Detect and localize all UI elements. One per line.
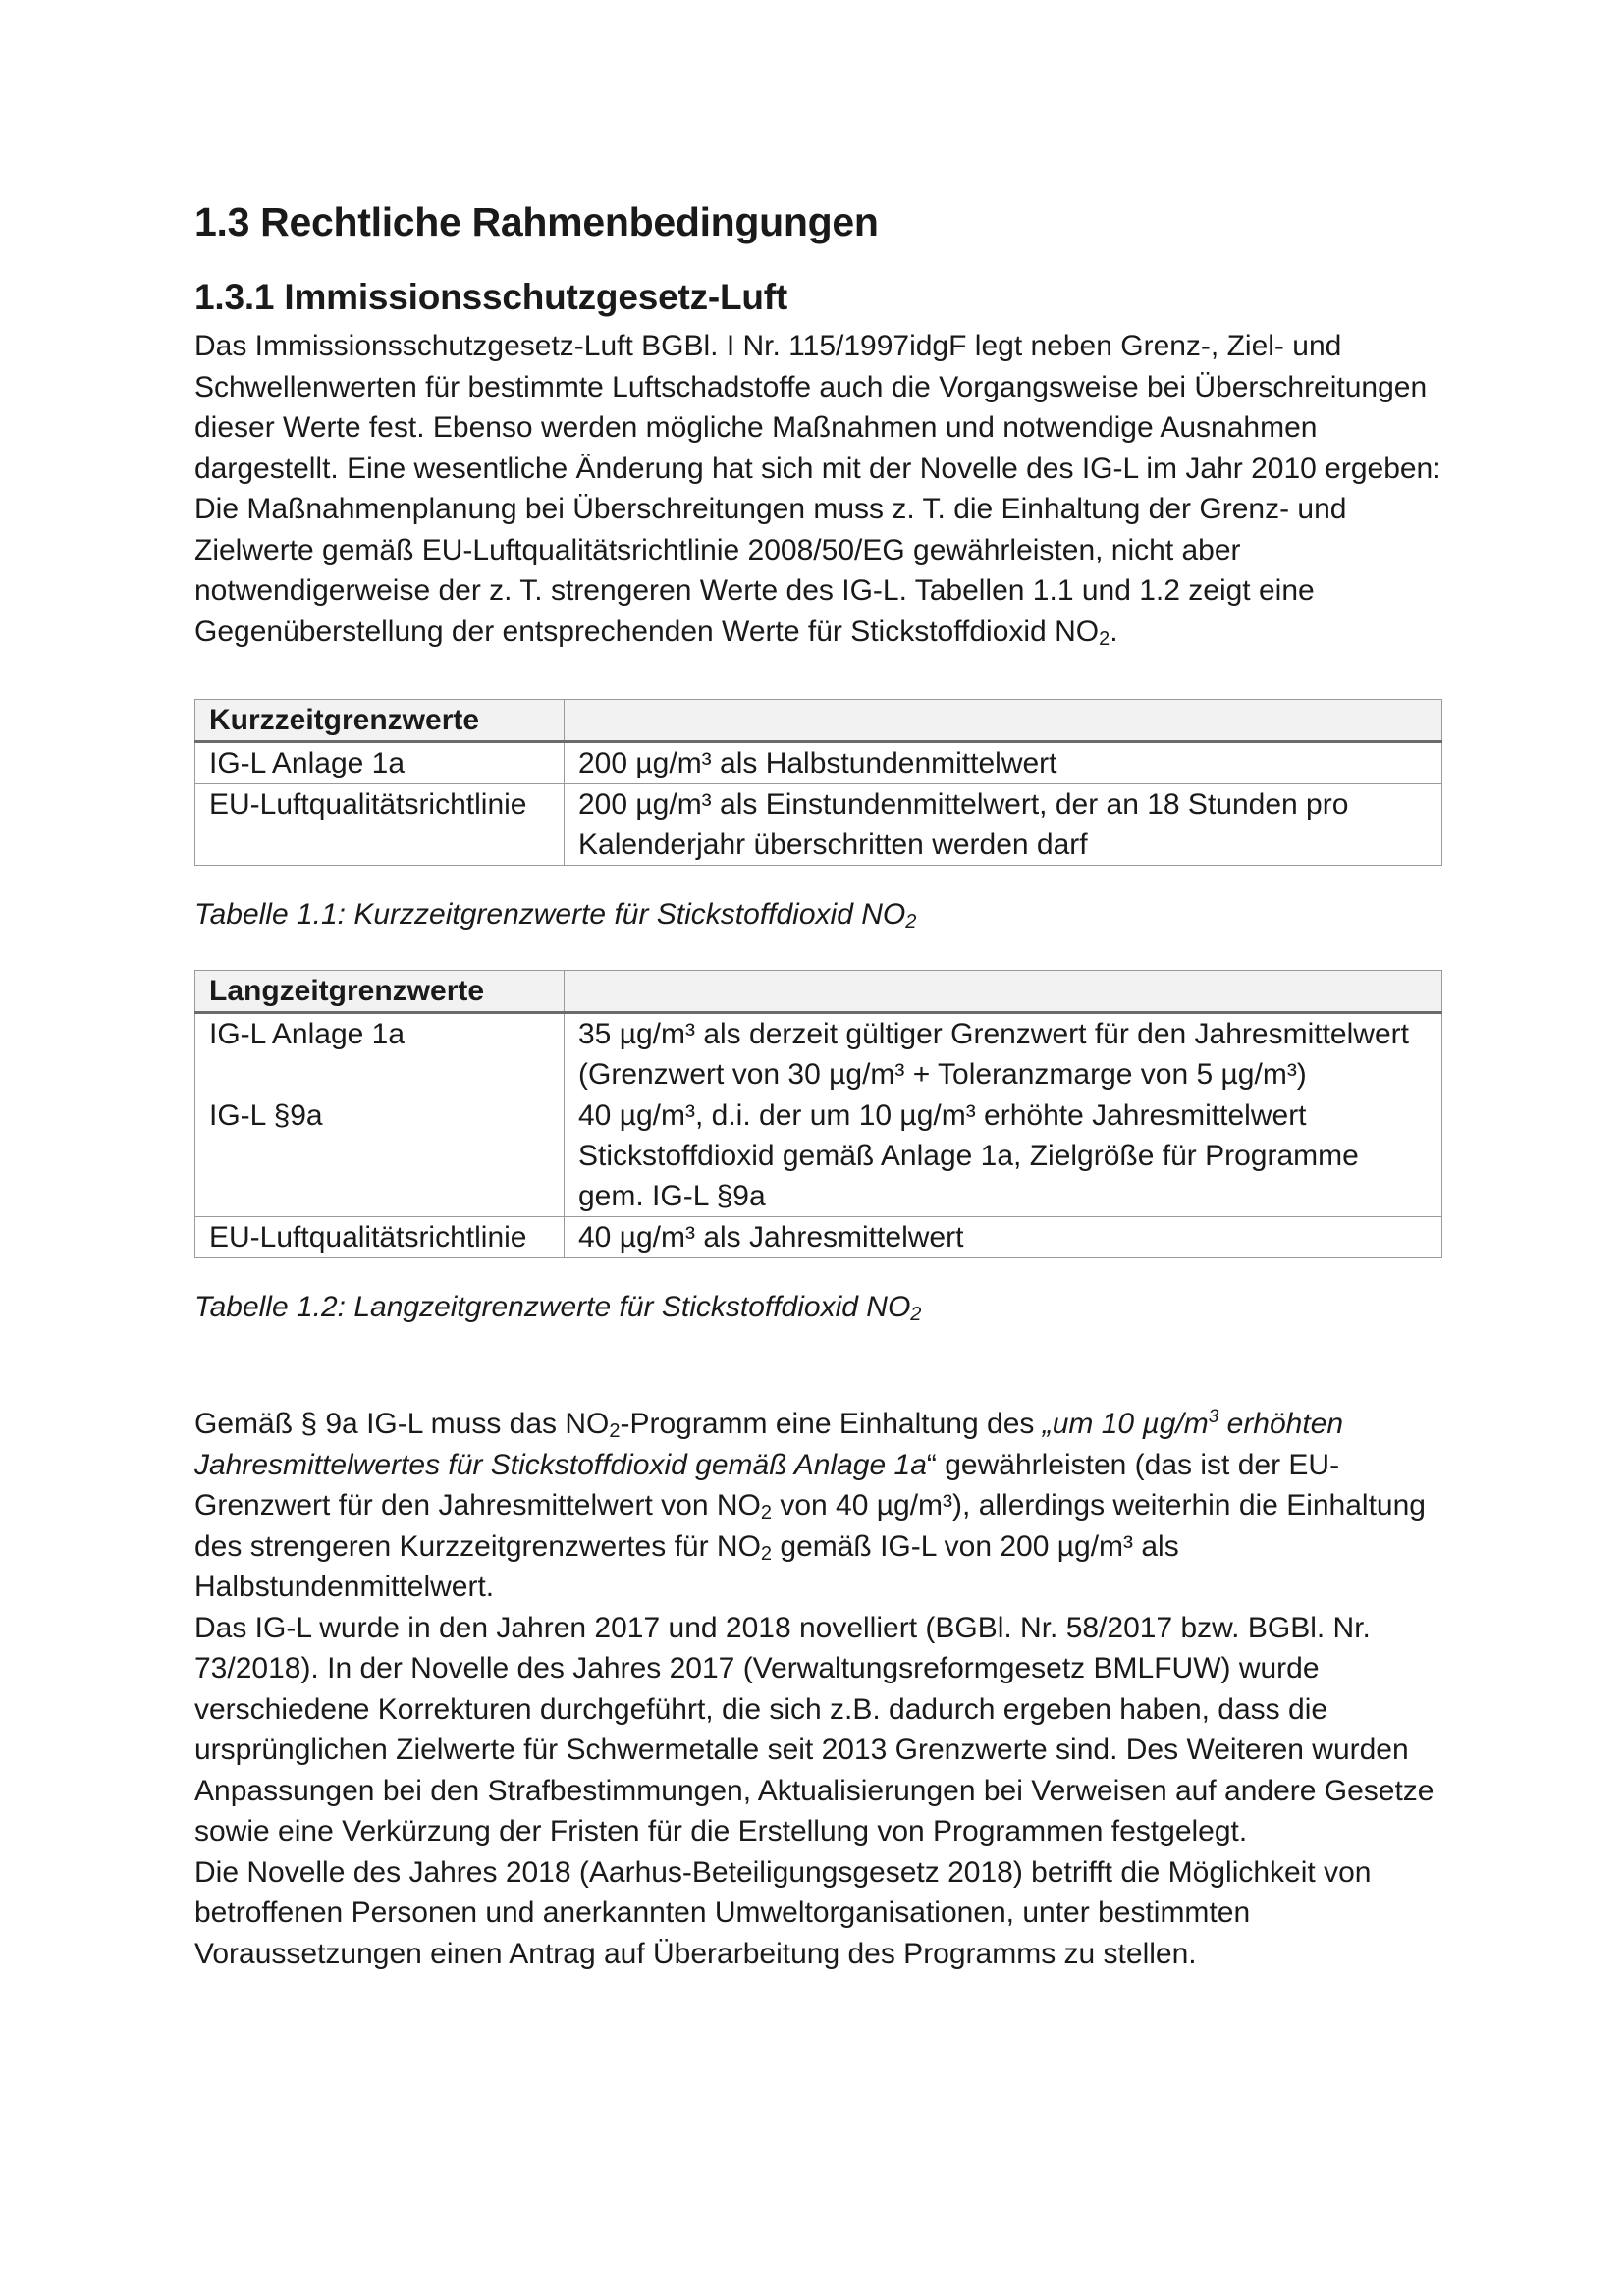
amendments-paragraph: Das IG-L wurde in den Jahren 2017 und 2018 novelliert (BGBl. Nr. 58/2017 bzw. BGBl. Nr. 73/2018). In der Novelle des Jahres 2017 (Verwaltungsreformgesetz BMLFUW) wurde verschiedene Korrekturen durchgeführt, die sich z.B. dadurch ergeben haben, dass die ursprünglichen Zielwerte für Schwermetalle seit 2013 Grenzwerte sind. Des Weiteren wurden Anpassungen bei den Strafbestimmungen, Aktualisierungen bei Verweisen auf andere Gesetze sowie eine Verkürzung der Fristen für die Erstellung von Programmen festgelegt. bbox=[194, 1611, 1435, 1847]
table-cell: 40 µg/m³ als Jahresmittelwert bbox=[565, 1217, 1442, 1258]
table-header-row bbox=[195, 971, 1442, 1013]
intro-paragraph bbox=[194, 326, 1441, 652]
aarhus-paragraph: Die Novelle des Jahres 2018 (Aarhus-Beteiligungsgesetz 2018) betrifft die Möglichkeit von betroffenen Personen und anerkannten Umweltorganisationen, unter bestimmten Voraussetzungen einen Antrag auf Überarbeitung des Programms zu stellen. bbox=[194, 1855, 1372, 1970]
table-cell: 35 µg/m³ als derzeit gültiger Grenzwert für den Jahresmittelwert (Grenzwert von 30 µg/m³ + Toleranzmarge von 5 µg/m³) bbox=[565, 1013, 1442, 1095]
intro-text: Das Immissionsschutzgesetz-Luft BGBl. I Nr. 115/1997idgF legt neben Grenz-, Ziel- und Schwellenwerten für bestimmte Luftschadstoffe auch die Vorgangsweise bei Überschreitungen dieser Werte fest. Ebenso werden mögliche Maßnahmen und notwendige Ausnahmen dargestellt. Eine wesentliche Änderung hat sich mit der Novelle des IG-L im Jahr 2010 ergeben: Die Maßnahmenplanung bei Überschreitungen muss z. T. die Einhaltung der Grenz- und Zielwerte gemäß EU-Luftqualitätsrichtlinie 2008/50/EG gewährleisten, nicht aber notwendigerweise der z. T. strengeren Werte des IG-L. Tabellen 1.1 und 1.2 zeigt eine Gegenüberstellung der entsprechenden Werte für Stickstoffdioxid NO bbox=[194, 330, 1441, 648]
subscript: 2 bbox=[609, 1420, 621, 1442]
table-cell: IG-L Anlage 1a bbox=[195, 1013, 565, 1095]
table-row bbox=[195, 1217, 1442, 1258]
table-cell: 40 µg/m³, d.i. der um 10 µg/m³ erhöhte Jahresmittelwert Stickstoffdioxid gemäß Anlage 1a, Zielgröße für Programme gem. IG-L §9a bbox=[565, 1095, 1442, 1217]
closing-quote: “ bbox=[926, 1448, 937, 1481]
short-term-limits-table bbox=[194, 699, 1442, 866]
caption-subscript: 2 bbox=[905, 911, 917, 933]
intro-end: . bbox=[1110, 614, 1118, 648]
superscript: 3 bbox=[1208, 1407, 1219, 1427]
table-header-row bbox=[195, 700, 1442, 742]
caption-text: Tabelle 1.2: Langzeitgrenzwerte für Stickstoffdioxid NO bbox=[194, 1291, 911, 1323]
document-page bbox=[194, 196, 1441, 1974]
table-cell: IG-L Anlage 1a bbox=[195, 742, 565, 784]
table-cell: 200 µg/m³ als Einstundenmittelwert, der an 18 Stunden pro Kalenderjahr überschritten werden darf bbox=[565, 784, 1442, 866]
table-cell: EU-Luftqualitätsrichtlinie bbox=[195, 784, 565, 866]
text-run: -Programm eine Einhaltung des bbox=[620, 1408, 1043, 1440]
text-run: erhöhten Jahresmittelwertes für Stickstoffdioxid gemäß Anlage 1a bbox=[194, 1408, 1344, 1481]
table-header-cell bbox=[565, 700, 1442, 742]
table-cell: IG-L §9a bbox=[195, 1095, 565, 1217]
subsection-title: 1.3.1 Immissionsschutzgesetz-Luft bbox=[194, 277, 788, 317]
text-run: „um 10 µg/m bbox=[1042, 1408, 1209, 1440]
table-header-cell: Kurzzeitgrenzwerte bbox=[195, 700, 565, 742]
table-row bbox=[195, 1013, 1442, 1095]
intro-subscript: 2 bbox=[1099, 627, 1110, 650]
section-title: 1.3 Rechtliche Rahmenbedingungen bbox=[194, 199, 879, 244]
subscript: 2 bbox=[760, 1542, 773, 1565]
text-run: gemäß IG-L von 200 µg/m³ als Halbstundenmittelwert. bbox=[194, 1529, 1179, 1603]
table-cell: 200 µg/m³ als Halbstundenmittelwert bbox=[565, 742, 1442, 784]
table-header-cell: Langzeitgrenzwerte bbox=[195, 971, 565, 1013]
table-row bbox=[195, 742, 1442, 784]
table-row bbox=[195, 784, 1442, 866]
caption-text: Tabelle 1.1: Kurzzeitgrenzwerte für Stickstoffdioxid NO bbox=[194, 898, 906, 931]
long-term-limits-table bbox=[194, 970, 1442, 1258]
text-run: Gemäß § 9a IG-L muss das NO bbox=[194, 1408, 610, 1440]
table-row bbox=[195, 1095, 1442, 1217]
subscript: 2 bbox=[760, 1502, 772, 1523]
text-run: gewährleisten (das ist der EU-Grenzwert für den Jahresmittelwert von NO bbox=[194, 1448, 1340, 1522]
text-run: von 40 µg/m³), allerdings weiterhin die Einhaltung des strengeren Kurzzeitgrenzwertes für NO bbox=[194, 1489, 1426, 1563]
table-caption bbox=[194, 1288, 1441, 1327]
table-cell: EU-Luftqualitätsrichtlinie bbox=[195, 1217, 565, 1258]
caption-subscript: 2 bbox=[910, 1304, 922, 1325]
table-caption bbox=[194, 895, 1441, 934]
compliance-paragraph bbox=[194, 1404, 1441, 1608]
table-header-cell bbox=[565, 971, 1442, 1013]
